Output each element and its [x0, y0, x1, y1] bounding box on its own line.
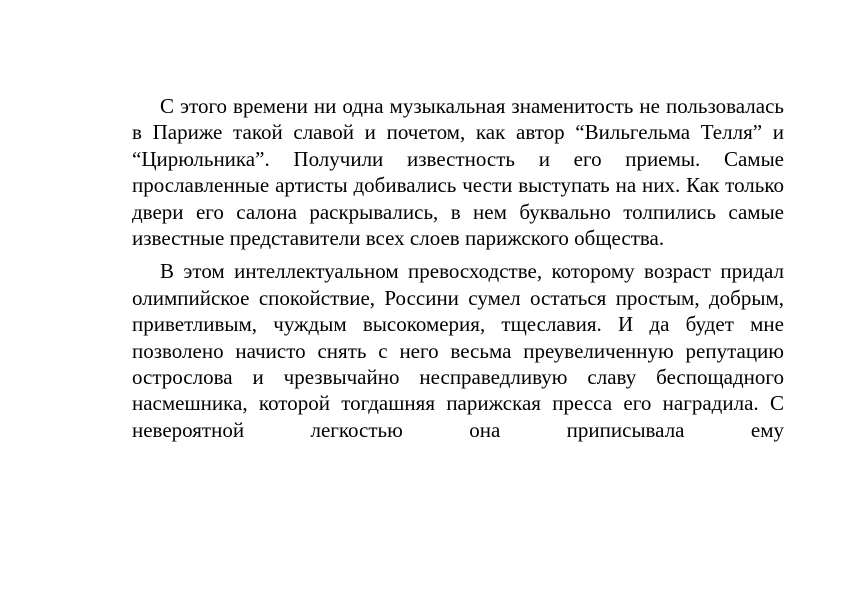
paragraph-1: С этого времени ни одна музыкальная знаменитость не пользовалась в Париже такой славой и почетом, как автор “Вильгельма Телля” и “Цирюльника”. Получили известность и его приемы. Самые прославленные артисты добивались чести выступать на них. Как только двери его салона раскрывались, в нем буквально толпились самые известные представители всех слоев парижского общества.	[132, 94, 784, 251]
paragraph-2: В этом интеллектуальном превосходстве, которому возраст придал олимпийское спокойствие, Россини сумел остаться простым, добрым, приветливым, чуждым высокомерия, тщеславия. И да будет мне позволено начисто снять с него весьма преувеличенную репутацию острослова и чрезвычайно несправедливую славу беспощадного насмешника, которой тогдашняя парижская пресса его наградила. С невероятной легкостью она приписывала ему	[132, 259, 784, 442]
document-text-block	[132, 93, 784, 443]
